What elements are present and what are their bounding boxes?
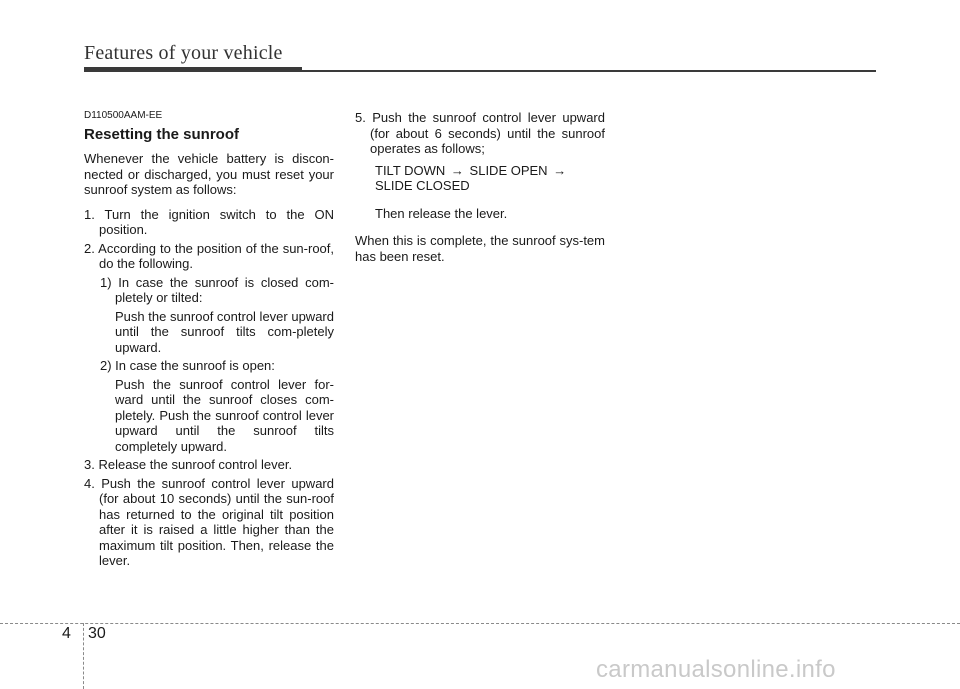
seq-slide-open: SLIDE OPEN bbox=[469, 162, 548, 178]
seq-tilt-down: TILT DOWN bbox=[375, 162, 446, 178]
operation-sequence bbox=[355, 163, 605, 194]
release-instruction: Then release the lever. bbox=[375, 205, 508, 221]
arrow-right-icon: → bbox=[553, 162, 567, 178]
footer-rule bbox=[0, 623, 960, 624]
intro-paragraph: Whenever the vehicle battery is discon-nected or discharged, you must reset your sunroof system as follows: bbox=[84, 151, 334, 197]
right-column bbox=[355, 110, 605, 264]
header-rule-thin bbox=[302, 70, 876, 72]
step-5: 5. Push the sunroof control lever upward (for about 6 seconds) until the sunroof operates as follows; bbox=[355, 110, 605, 156]
step-2-2: 2) In case the sunroof is open: bbox=[100, 358, 275, 373]
step-1: 1. Turn the ignition switch to the ON position. bbox=[84, 206, 334, 237]
watermark-text: carmanualsonline.info bbox=[596, 656, 836, 683]
header-rule-thick bbox=[84, 67, 302, 72]
step-4: 4. Push the sunroof control lever upward (for about 10 seconds) until the sun-roof has returned to the original tilt position after it is raised a little higher than the maximum tilt position. Then, release the lever. bbox=[84, 475, 334, 568]
seq-slide-closed: SLIDE CLOSED bbox=[375, 178, 470, 193]
step-2-1: 1) In case the sunroof is closed com-pletely or tilted: bbox=[100, 274, 334, 305]
section-heading: Resetting the sunroof bbox=[84, 126, 240, 143]
left-column bbox=[84, 110, 334, 572]
page-number: 30 bbox=[88, 625, 106, 642]
arrow-right-icon: → bbox=[450, 162, 464, 178]
step-3: 3. Release the sunroof control lever. bbox=[84, 457, 293, 472]
step-2-2-body: Push the sunroof control lever for-ward until the sunroof closes com-pletely. Push the sunroof control lever upward until the sunroof tilts completely upward. bbox=[115, 376, 334, 454]
completion-paragraph: When this is complete, the sunroof sys-tem has been reset. bbox=[355, 233, 605, 264]
chapter-number: 4 bbox=[62, 625, 71, 642]
section-code: D110500AAM-EE bbox=[84, 110, 163, 121]
page-header-title: Features of your vehicle bbox=[84, 42, 283, 64]
footer-divider bbox=[83, 623, 84, 689]
step-2: 2. According to the position of the sun-roof, do the following. bbox=[84, 240, 334, 271]
step-2-1-body: Push the sunroof control lever upward until the sunroof tilts com-pletely upward. bbox=[115, 308, 334, 355]
